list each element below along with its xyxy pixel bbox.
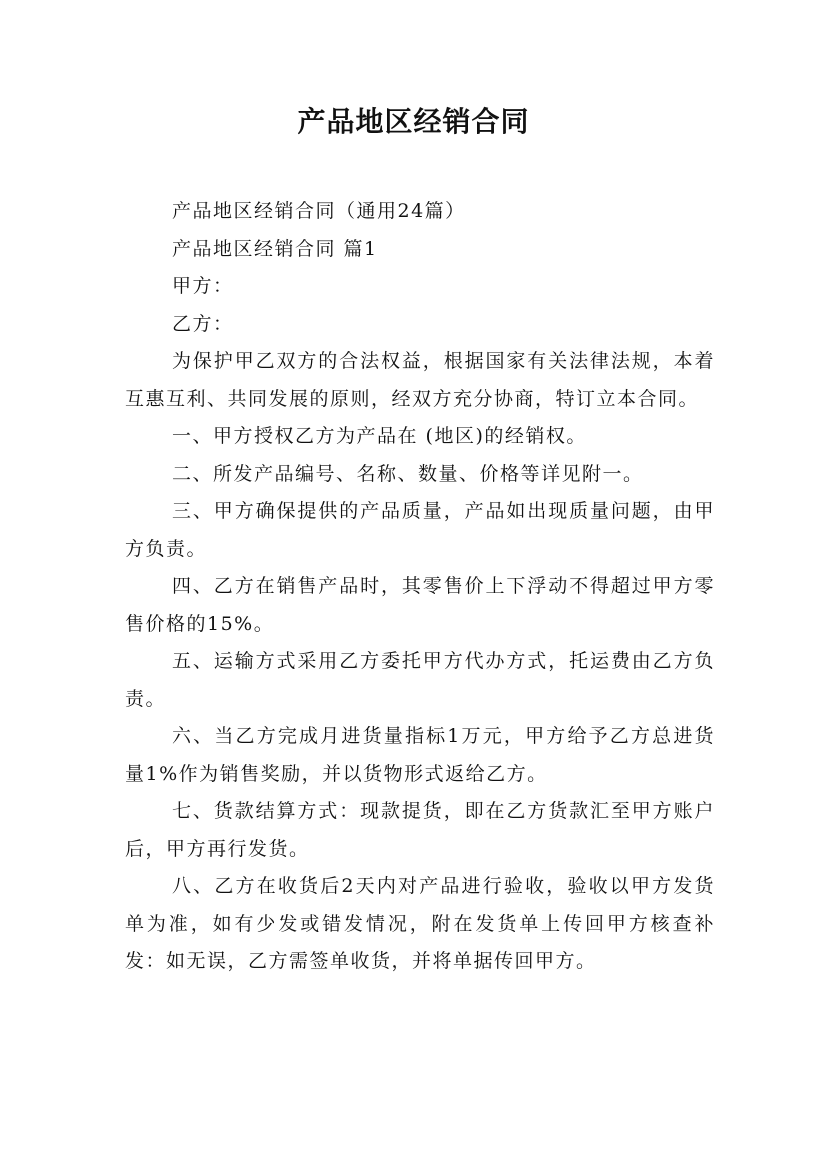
paragraph-party-b: 乙方：	[172, 312, 234, 335]
paragraph-clause-7: 七、货款结算方式：现款提货，即在乙方货款汇至甲方账户后，甲方再行发货。	[125, 800, 715, 860]
document-body	[125, 193, 715, 981]
paragraph-clause-5: 五、运输方式采用乙方委托甲方代办方式，托运费由乙方负责。	[125, 650, 715, 710]
paragraph-clause-3: 三、甲方确保提供的产品质量，产品如出现质量问题，由甲方负责。	[125, 500, 715, 560]
paragraph-clause-4: 四、乙方在销售产品时，其零售价上下浮动不得超过甲方零售价格的15%。	[125, 575, 715, 635]
paragraph-clause-2: 二、所发产品编号、名称、数量、价格等详见附一。	[172, 462, 644, 485]
paragraph-section-title: 产品地区经销合同 篇1	[172, 237, 378, 260]
document-title: 产品地区经销合同	[297, 105, 530, 138]
paragraph-preamble: 为保护甲乙双方的合法权益，根据国家有关法律法规，本着互惠互利、共同发展的原则，经双方充分协商，特订立本合同。	[125, 350, 715, 410]
paragraph-party-a: 甲方：	[172, 275, 234, 297]
paragraph-clause-8: 八、乙方在收货后2天内对产品进行验收，验收以甲方发货单为准，如有少发或错发情况，附在发货单上传回甲方核查补发：如无误，乙方需签单收货，并将单据传回甲方。	[125, 875, 715, 972]
paragraph-heading: 产品地区经销合同（通用24篇）	[172, 200, 466, 222]
paragraph-clause-6: 六、当乙方完成月进货量指标1万元，甲方给予乙方总进货量1%作为销售奖励，并以货物形式返给乙方。	[125, 725, 715, 785]
paragraph-clause-1: 一、甲方授权乙方为产品在 (地区)的经销权。	[172, 425, 587, 447]
